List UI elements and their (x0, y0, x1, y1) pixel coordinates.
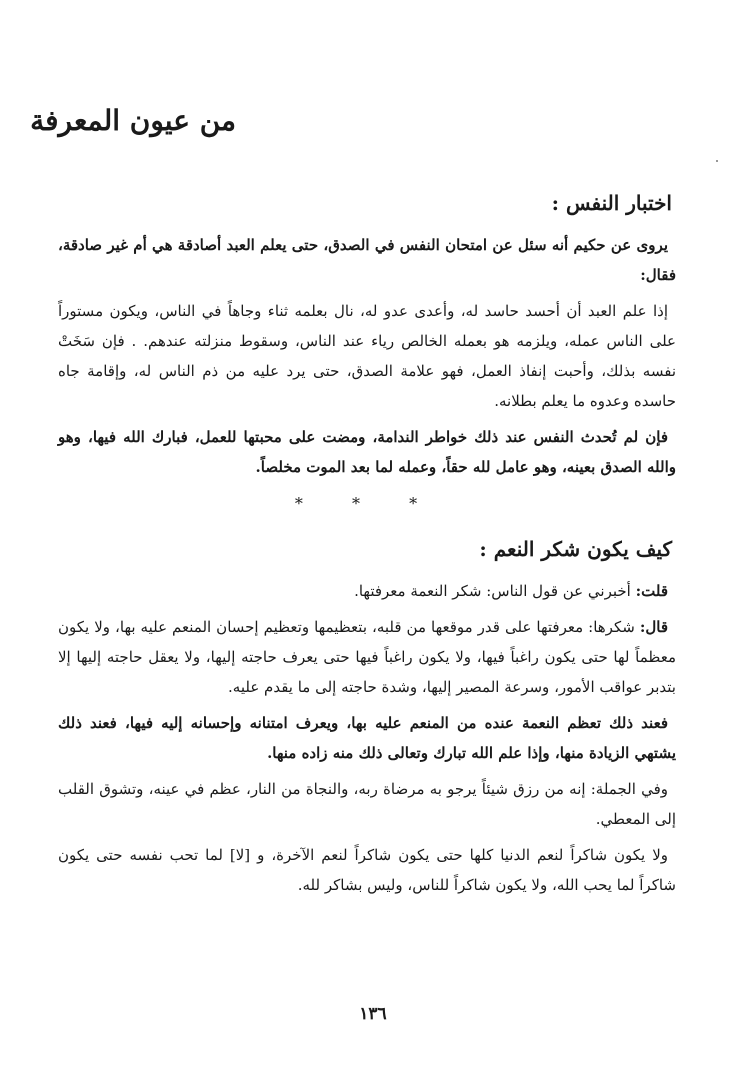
paragraph: ولا يكون شاكراً لنعم الدنيا كلها حتى يكون شاكراً لنعم الآخرة، و [لا] لما تحب نفسه حتى يكون شاكراً لما يحب الله، ولا يكون شاكراً للناس، وليس بشاكر لله. (58, 846, 676, 894)
paragraph-text: أخبرني عن قول الناس: شكر النعمة معرفتها. (354, 582, 636, 600)
paragraph: فإن لم تُحدث النفس عند ذلك خواطر الندامة، ومضت على محبتها للعمل، فبارك الله فيها، وهو والله الصدق بعينه، وهو عامل لله حقاً، وعمله لما بعد الموت مخلصاً. (58, 428, 676, 476)
paragraph (58, 576, 676, 606)
page-number: ١٣٦ (359, 1004, 387, 1024)
section-gratitude (58, 532, 676, 900)
page-title: من عيون المعرفة (30, 104, 236, 137)
section-separator: * * * (294, 494, 440, 513)
paragraph: يروى عن حكيم أنه سئل عن امتحان النفس في الصدق، حتى يعلم العبد أصادقة هي أم غير صادقة، فقال: (58, 236, 676, 284)
section-heading: اختبار النفس : (551, 191, 672, 215)
paragraph (58, 612, 676, 702)
page-content (58, 186, 676, 906)
paragraph-lead: قال: (639, 618, 668, 636)
section-self-test (58, 186, 676, 482)
paragraph: فعند ذلك تعظم النعمة عنده من المنعم عليه بها، ويعرف امتنانه وإحسانه إليه فيها، فعند ذلك يشتهي الزيادة منها، وإذا علم الله تبارك وتعالى ذلك منه زاده منها. (58, 714, 676, 762)
paragraph: وفي الجملة: إنه من رزق شيئاً يرجو به مرضاة ربه، والنجاة من النار، عظم في عينه، وتشوق القلب إلى المعطي. (58, 780, 676, 828)
section-heading: كيف يكون شكر النعم : (479, 537, 672, 561)
margin-speck (716, 160, 718, 162)
paragraph: إذا علم العبد أن أحسد حاسد له، وأعدى عدو له، نال بعلمه ثناء وجاهاً في الناس، ويكون مستوراً على الناس عمله، ويلزمه هو بعمله الخالص رياء عند الناس، وسقوط منزلته عندهم. . فإن سَخَتْ نفسه بذلك، وأحبت إنفاذ العمل، فهو علامة الصدق، حتى يرد عليه من ذم الناس له، وإقامة جاه حاسده وعدوه ما يعلم بطلانه. (58, 302, 676, 410)
paragraph-lead: قلت: (635, 582, 668, 600)
paragraph-text: شكرها: معرفتها على قدر موقعها من قلبه، بتعظيمها وتعظيم إحسان المنعم عليه بها، ولا يكون معظماً لها حتى يكون راغباً فيها، ولا يكون راغباً فيها حتى يعرف حاجته إليها، ولا يعقل حاجته إليها إلا بتدبر عواقب الأمور، وسرعة المصير إليها، وشدة حاجته إلى ما يقدم عليه. (58, 618, 676, 696)
